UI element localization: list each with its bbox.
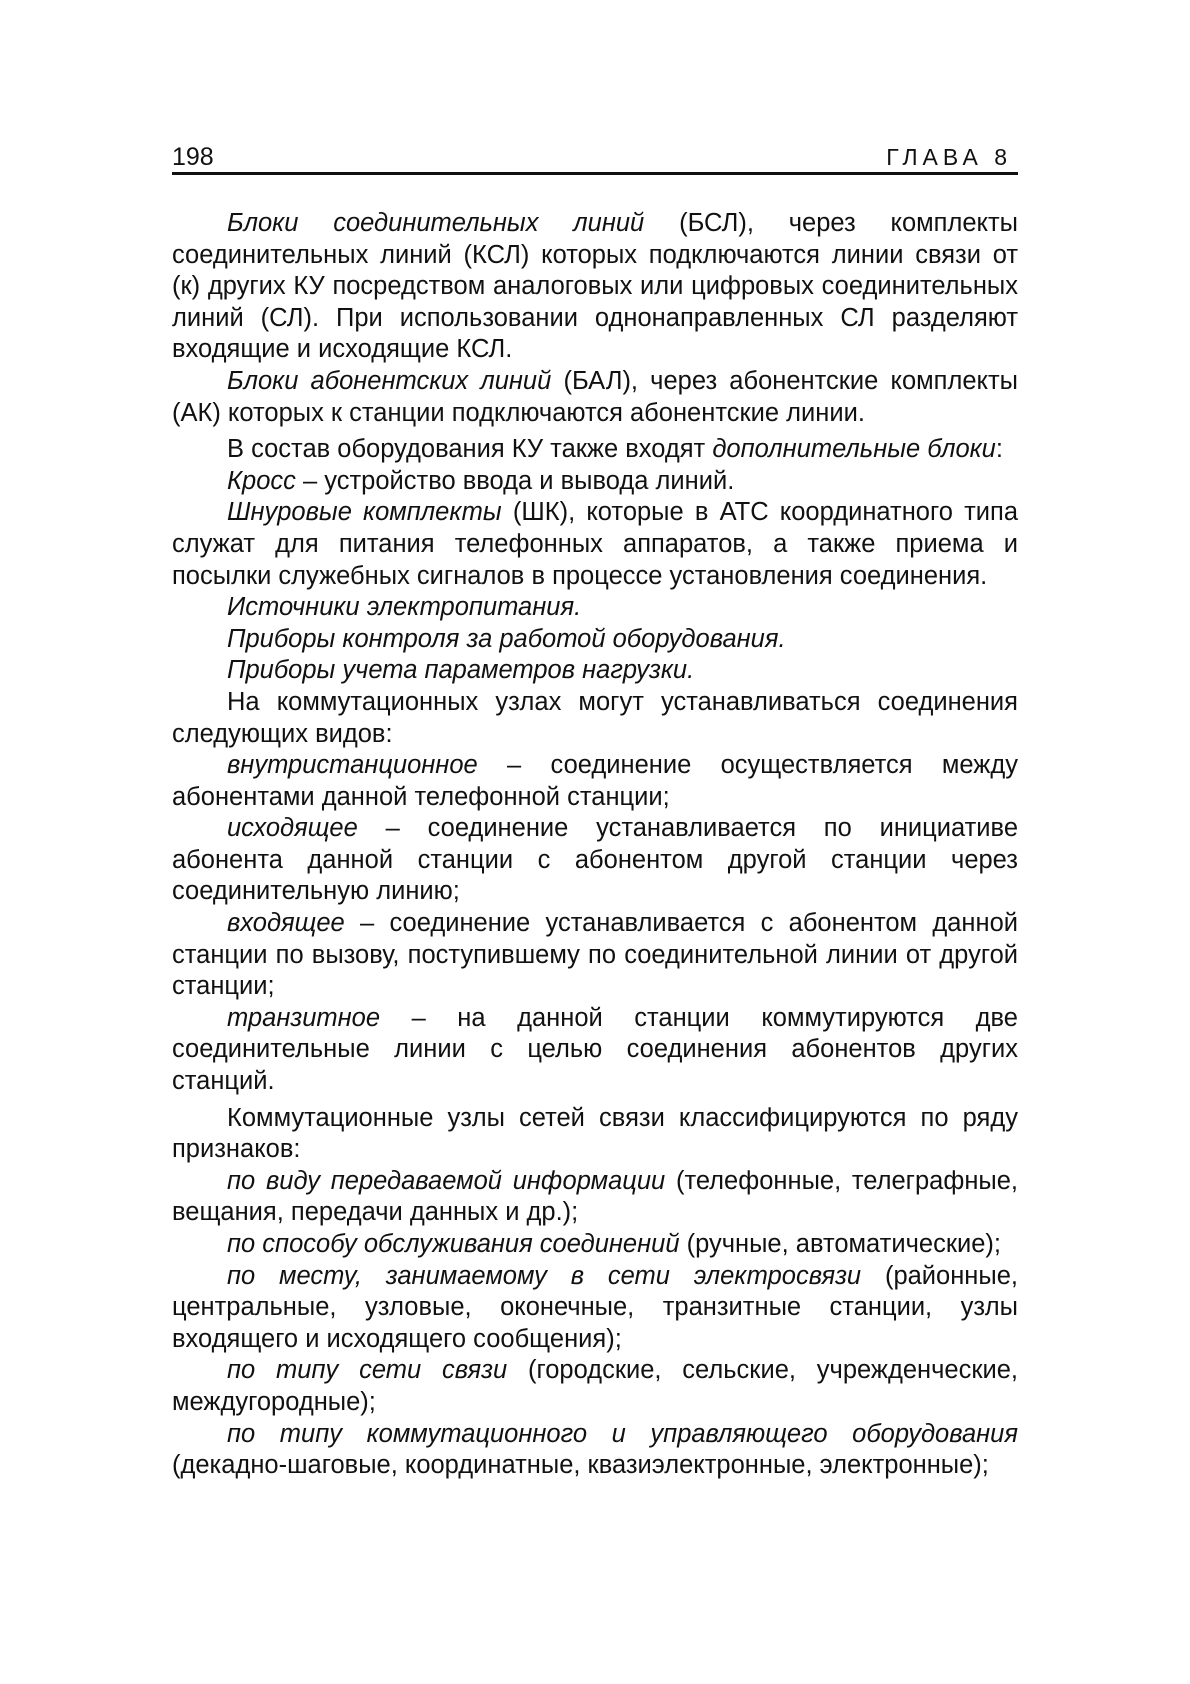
- paragraph-text: – соединение осуществляется между абонентами данной телефонной станции;: [172, 751, 1018, 811]
- page-header: [172, 142, 1018, 175]
- term: по виду передаваемой информации: [227, 1166, 666, 1195]
- term: Блоки абонентских линий: [227, 366, 552, 395]
- body-text: [172, 208, 1018, 1482]
- paragraph-by-equipment-type: [172, 1419, 1018, 1482]
- paragraph-text: На коммутационных узлах могут устанавливаться соединения следующих видов:: [172, 687, 1018, 748]
- term: Блоки соединительных линий: [227, 209, 645, 237]
- term: Источники электропитания.: [227, 593, 582, 622]
- paragraph-by-network-position: [172, 1261, 1018, 1356]
- paragraph-text: Коммутационные узлы сетей связи классифицируются по ряду признаков:: [172, 1103, 1018, 1164]
- term: Кросс: [227, 466, 296, 495]
- paragraph-lead: В состав оборудования КУ также входят: [227, 435, 713, 464]
- paragraph-text: – на данной станции коммутируются две соединительные линии с целью соединения абонентов других станций.: [172, 1003, 1018, 1096]
- paragraph-classification-intro: [172, 1103, 1018, 1166]
- paragraph-intra-station: [172, 750, 1018, 813]
- term: Шнуровые комплекты: [227, 498, 502, 527]
- paragraph-text: – устройство ввода и вывода линий.: [295, 466, 735, 495]
- term: входящее: [227, 909, 345, 938]
- term: по типу коммутационного и управляющего оборудования: [227, 1419, 1018, 1448]
- paragraph-bsl: [172, 208, 1018, 366]
- paragraph-cross: [172, 466, 1018, 498]
- paragraph-load-meters: [172, 655, 1018, 687]
- paragraph-additional-blocks: [172, 434, 1018, 466]
- paragraph-power-sources: [172, 592, 1018, 624]
- paragraph-outgoing: [172, 813, 1018, 908]
- paragraph-transit: [172, 1003, 1018, 1098]
- paragraph-text: – соединение устанавливается с абонентом данной станции по вызову, поступившему по соединительной линии от другой станции;: [172, 909, 1018, 1001]
- term: дополнительные блоки: [712, 435, 996, 464]
- paragraph-text: :: [995, 435, 1003, 464]
- paragraph-control-devices: [172, 624, 1018, 656]
- paragraph-text: (декадно-шаговые, координатные, квазиэлектронные, электронные);: [172, 1451, 989, 1480]
- term: исходящее: [227, 814, 358, 843]
- term: по типу сети связи: [227, 1356, 508, 1385]
- term: по способу обслуживания соединений: [227, 1230, 680, 1258]
- paragraph-cord-sets: [172, 497, 1018, 592]
- term: Приборы учета параметров нагрузки.: [227, 656, 695, 685]
- page-number: 198: [172, 143, 214, 171]
- term: транзитное: [227, 1003, 381, 1032]
- paragraph-text: (ручные, автоматические);: [679, 1230, 1001, 1258]
- paragraph-text: – соединение устанавливается по инициативе абонента данной станции с абонентом другой станции через соединительную линию;: [172, 814, 1018, 906]
- chapter-title: ГЛАВА 8: [886, 144, 1012, 170]
- paragraph-by-information-type: [172, 1166, 1018, 1229]
- paragraph-by-service-method: [172, 1229, 1018, 1261]
- paragraph-by-network-type: [172, 1355, 1018, 1418]
- paragraph-text: (ШК), которые в АТС координатного типа служат для питания телефонных аппаратов, а также приема и посылки служебных сигналов в процессе установления соединения.: [172, 498, 1019, 590]
- paragraph-text: (районные, центральные, узловые, оконечные, транзитные станции, узлы входящего и исходящего сообщения);: [172, 1261, 1018, 1353]
- paragraph-bal: [172, 366, 1018, 429]
- term: по месту, занимаемому в сети электросвязи: [227, 1261, 862, 1290]
- paragraph-text: (БАЛ), через абонентские комплекты (АК) которых к станции подключаются абонентские линии.: [172, 366, 1018, 427]
- paragraph-incoming: [172, 908, 1018, 1003]
- term: внутристанционное: [227, 751, 478, 780]
- paragraph-connection-types-intro: [172, 687, 1018, 750]
- paragraph-text: (телефонные, телеграфные, вещания, передачи данных и др.);: [172, 1166, 1019, 1227]
- paragraph-text: (БСЛ), через комплекты соединительных линий (КСЛ) которых подключаются линии связи от (к) других КУ посредством аналоговых или цифровых соединительных линий (СЛ). При использовании однонаправленных СЛ разделяют входящие и исходящие КСЛ.: [172, 209, 1019, 364]
- term: Приборы контроля за работой оборудования.: [227, 624, 786, 653]
- paragraph-text: (городские, сельские, учрежденческие, междугородные);: [172, 1356, 1019, 1416]
